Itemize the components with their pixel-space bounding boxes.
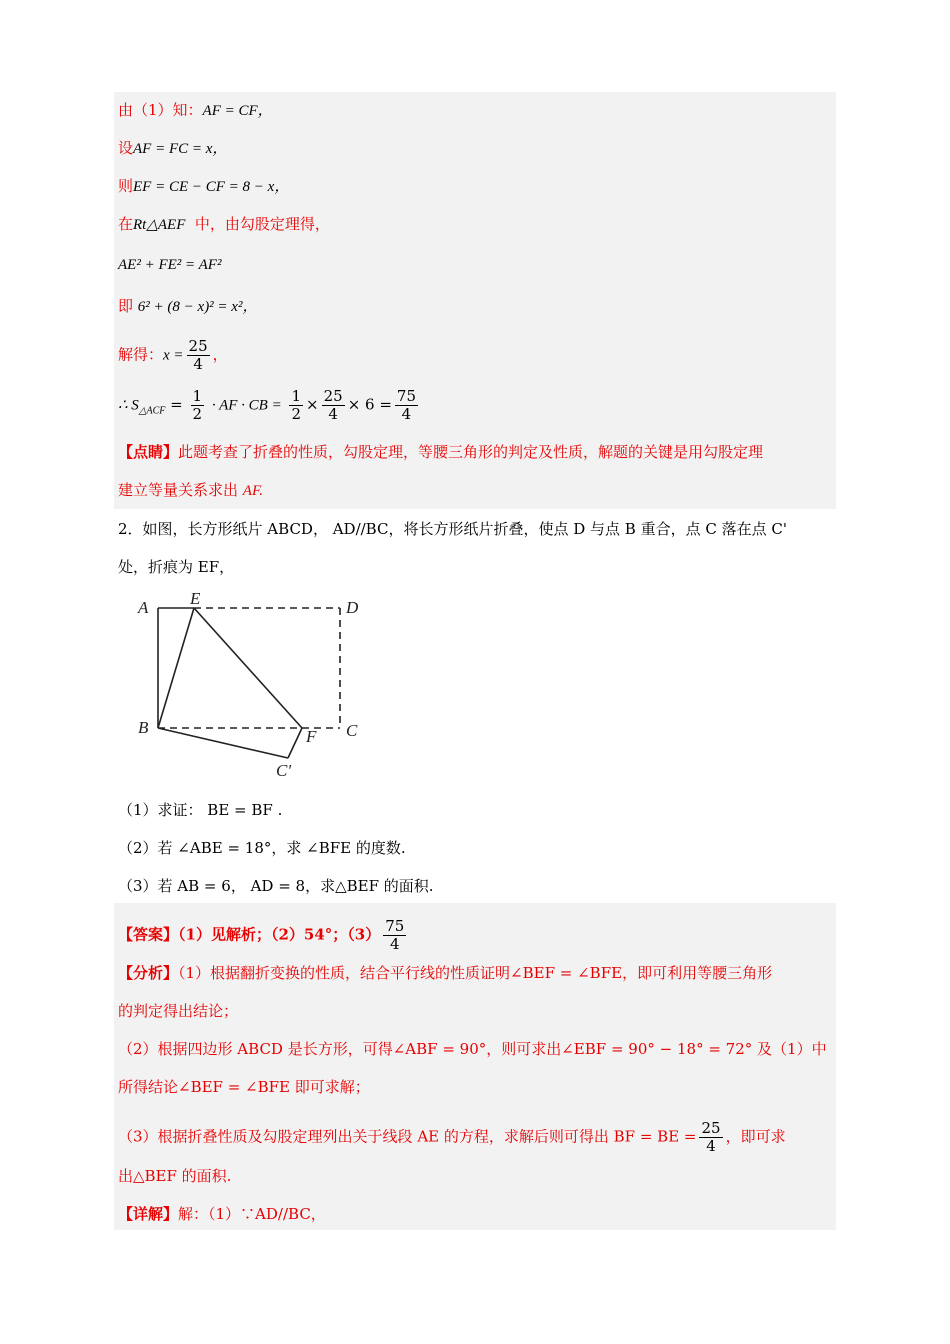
sol-line-3: 则EF = CE − CF = 8 − x， xyxy=(118,177,290,195)
sol-line-1: 由（1）知：AF = CF， xyxy=(118,101,273,119)
detail-line-1: 【详解】解：（1）∵AD//BC， xyxy=(118,1205,326,1223)
answer-line: 【答案】（1）见解析；（2）54°；（3） $\frac{75}{4}$ xyxy=(118,917,405,953)
sol-line-4: 在Rt△AEF 中，由勾股定理得， xyxy=(118,215,330,233)
q2-part-3: （3）若 AB = 6， AD = 8，求△BEF 的面积. xyxy=(118,877,434,895)
label-C: C xyxy=(346,721,358,740)
analysis-line-6: 出△BEF 的面积. xyxy=(118,1167,232,1185)
q2-part-2: （2）若 ∠ABE = 18°，求 ∠BFE 的度数. xyxy=(118,839,406,857)
sol-line-7: 解得：x = $\frac{25}{4}$ ， xyxy=(118,337,228,373)
edge-BC2 xyxy=(158,728,288,758)
label-A: A xyxy=(138,598,149,617)
tip-line-2: 建立等量关系求出 AF. xyxy=(118,481,263,499)
sol-line-5: AE² + FE² = AF² xyxy=(118,257,222,273)
analysis-line-2: 的判定得出结论； xyxy=(118,1002,239,1020)
fraction-25-4-b: $\frac{25}{4}$ xyxy=(323,387,343,423)
fraction-1-2: $\frac{1}{2}$ xyxy=(192,387,203,423)
fraction-1-2-b: $\frac{1}{2}$ xyxy=(291,387,302,423)
fraction-answer-75-4: $\frac{75}{4}$ xyxy=(385,917,405,953)
q2-line-1: 2．如图，长方形纸片 ABCD， AD//BC，将长方形纸片折叠，使点 D 与点 B 重合，点 C 落在点 C' xyxy=(118,520,787,538)
fraction-analysis-25-4: $\frac{25}{4}$ xyxy=(701,1119,721,1155)
analysis-line-1: 【分析】（1）根据翻折变换的性质，结合平行线的性质证明∠BEF = ∠BFE，即可利用等腰三角形 xyxy=(118,964,773,982)
tip-line-1: 【点睛】此题考查了折叠的性质，勾股定理，等腰三角形的判定及性质，解题的关键是用勾股定理 xyxy=(118,443,764,461)
analysis-line-4: 所得结论∠BEF = ∠BFE 即可求解； xyxy=(118,1078,370,1096)
fraction-25-4: $\frac{25}{4}$ xyxy=(188,337,208,373)
q2-line-2: 处，折痕为 EF， xyxy=(118,558,235,576)
rectangle-fold-figure xyxy=(130,590,370,780)
label-D: D xyxy=(346,598,359,617)
sol-line-6: 即 6² + (8 − x)² = x²， xyxy=(118,297,258,315)
edge-FC2 xyxy=(288,728,302,758)
q2-part-1: （1）求证： BE = BF . xyxy=(118,801,283,819)
label-C-prime: C' xyxy=(276,761,291,780)
sol-line-2: 设AF = FC = x， xyxy=(118,139,228,157)
label-B: B xyxy=(138,718,149,737)
analysis-line-3: （2）根据四边形 ABCD 是长方形，可得∠ABF = 90°，则可求出∠EBF = 90° − 18° = 72° 及（1）中 xyxy=(118,1040,827,1058)
label-E: E xyxy=(190,590,201,608)
fraction-75-4: $\frac{75}{4}$ xyxy=(396,387,416,423)
sol-line-8: ∴ $S_{\triangle ACF}$ = $\frac{1}{2}$ · AF · CB = $\frac{1}{2}$ × $\frac{25}{4}$ × 6 = $\frac{75}{4}$ xyxy=(118,387,416,423)
label-F: F xyxy=(306,727,317,746)
analysis-line-5: （3）根据折叠性质及勾股定理列出关于线段 AE 的方程，求解后则可得出 BF = BE = $\frac{25}{4}$ ，即可求 xyxy=(118,1119,786,1155)
fold-EF xyxy=(194,608,302,728)
fold-BE xyxy=(158,608,194,728)
